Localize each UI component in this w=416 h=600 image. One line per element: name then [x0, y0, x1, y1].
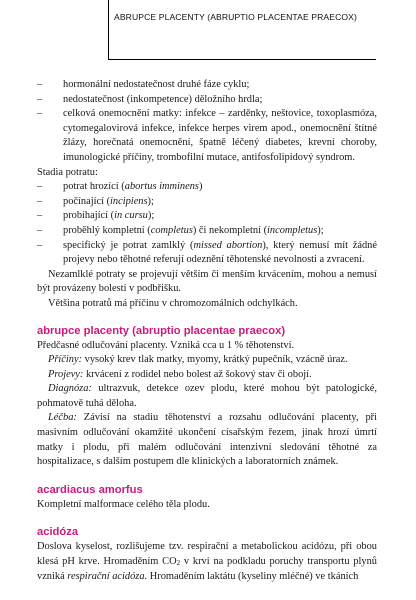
- page-body: [37, 78, 377, 584]
- paragraph: Kompletní malformace celého těla plodu.: [37, 498, 210, 510]
- stages-list: [37, 180, 377, 268]
- list-item: – celková onemocnění matky: infekce – zarděnky, neštovice, toxoplasmóza, cytomegalovirová infekce, infekce herpes virem apod., onemocnění štítné žlázy, horečnatá onemocnění, špatně léčený diabetes, krevní choroby, imunologické příčiny, trombofilní mutace, antifosfolipidový syndrom.: [37, 107, 377, 165]
- paragraph: Léčba: Závisí na stadiu těhotenství a rozsahu odlučování placenty, při masivním odlučování okamžité ukončení císařským řezem, jinak hrozí úmrtí matky i plodu, při malém odlučování intenzivní sledování těhotné za hospitalizace, s dalším postupem dle klinických a laboratorních známek.: [37, 412, 377, 468]
- running-head: ABRUPCE PLACENTY (ABRUPTIO PLACENTAE PRAECOX): [114, 12, 357, 22]
- entry-term: acidóza: [37, 526, 79, 539]
- list-item: – nedostatečnost (inkompetence) děložního hrdla;: [37, 93, 377, 108]
- list-item: – probíhající (in cursu);: [37, 209, 377, 224]
- paragraph: Většina potratů má příčinu v chromozomálních odchylkách.: [48, 297, 298, 309]
- causes-list: [37, 78, 377, 166]
- paragraph: Projevy: krvácení z rodidel nebo bolest až šokový stav či obojí.: [48, 368, 312, 380]
- header-horizontal-rule: [108, 59, 376, 60]
- paragraph: Nezamlklé potraty se projevují větším či menším krvácením, mohou a nemusí být provázeny bolestí v podbřišku.: [37, 268, 377, 295]
- stages-intro: Stadia potratu:: [37, 166, 98, 178]
- list-item: – potrat hrozící (abortus imminens): [37, 180, 377, 195]
- paragraph: Diagnóza: ultrazvuk, detekce ozev plodu, které mohou být patologické, pohmatově tuhá děloha.: [37, 383, 377, 409]
- list-item: – hormonální nedostatečnost druhé fáze cyklu;: [37, 78, 377, 93]
- paragraph: Příčiny: vysoký krev tlak matky, myomy, krátký pupečník, vzácně úraz.: [48, 354, 348, 366]
- entry-term: abrupce placenty (abruptio placentae praecox): [37, 324, 286, 337]
- paragraph: Předčasné odlučování placenty. Vzniká cca u 1 % těhotenství.: [37, 339, 295, 351]
- header-vertical-rule: [108, 0, 109, 60]
- list-item: – specifický je potrat zamlklý (missed abortion), který nemusí mít žádné projevy nebo těhotné referují odeznění těhotenské nevolnosti a zvracení.: [37, 239, 377, 268]
- list-item: – počínající (incipiens);: [37, 195, 377, 210]
- paragraph: Doslova kyselost, rozlišujeme tzv. respirační a metabolickou acidózu, při obou klesá pH krve. Hromaděním CO2 v krvi na podkladu poruchy transportu plynů vzniká respirační acidóza. Hromaděním laktátu (kyseliny mléčné) ve tkáních: [37, 541, 377, 582]
- entry-term: acardiacus amorfus: [37, 483, 143, 496]
- list-item: – proběhlý kompletní (completus) či nekompletní (incompletus);: [37, 224, 377, 239]
